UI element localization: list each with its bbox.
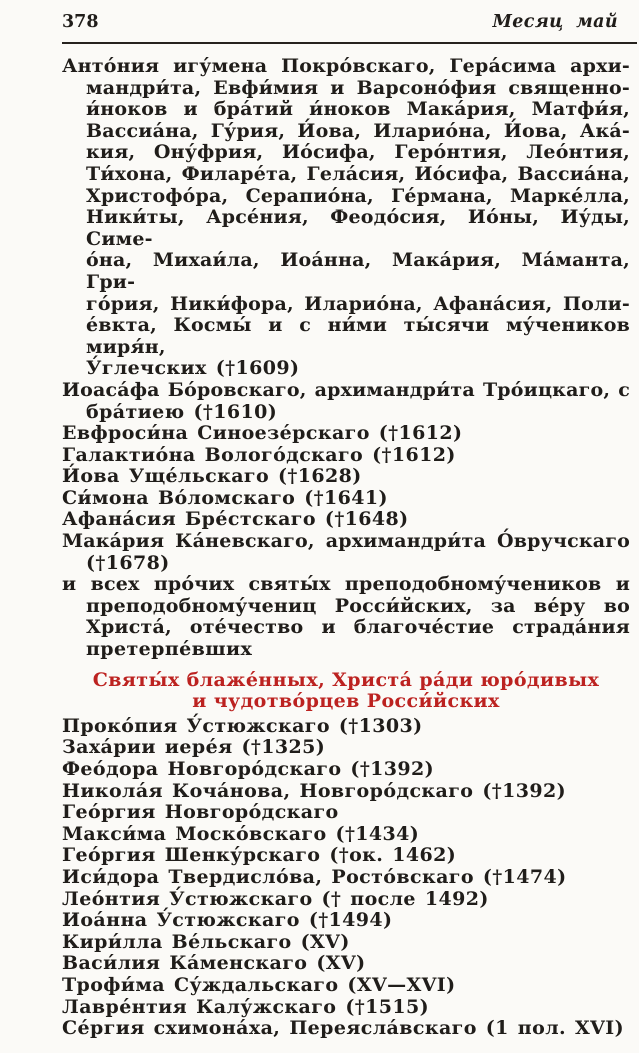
entry-line: (†1678) <box>86 551 170 574</box>
entry-line: Галактио́на Волого́дскаго (†1612) <box>62 443 456 466</box>
entry-line: Иоаса́фа Бо́ровскаго, архимандри́та Тро́ицкаго, с <box>62 378 630 401</box>
saint-entry <box>62 531 630 574</box>
page-header <box>62 12 618 32</box>
entry-line: Гео́ргия Шенку́рскаго (†ок. 1462) <box>62 844 457 867</box>
entry-line: и всех про́чих святы́х преподобному́чеников и <box>62 573 630 596</box>
entry-line: бра́тиею (†1610) <box>86 400 278 423</box>
entry-line: Макси́ма Моско́вскаго (†1434) <box>62 822 420 845</box>
section-heading <box>62 670 630 713</box>
saint-entry <box>62 975 630 997</box>
saint-entry <box>62 802 630 824</box>
entry-line: Христофо́ра, Серапио́на, Ге́рмана, Марке́лла, <box>86 184 630 207</box>
running-title: Месяц май <box>492 12 618 32</box>
entry-line: Трофи́ма Су́ждальскаго (XV—XVI) <box>62 973 456 996</box>
entry-line: о́на, Михаи́ла, Иоа́нна, Мака́рия, Ма́манта, Гри- <box>86 249 630 293</box>
entry-line: И́ова Уще́льскаго (†1628) <box>62 465 362 488</box>
entries-before-heading <box>62 56 630 661</box>
saint-entry <box>62 889 630 911</box>
entry-line: го́рия, Ники́фора, Иларио́на, Афана́сия, Поли- <box>86 292 630 315</box>
saint-entry <box>62 574 630 660</box>
entry-line: Никола́я Коча́нова, Новгоро́дскаго (†1392) <box>62 779 566 802</box>
saint-entry <box>62 509 630 531</box>
saint-entry <box>62 423 630 445</box>
entry-line: преподобному́чениц Росси́йских, за ве́ру во <box>86 594 630 617</box>
saint-entry <box>62 845 630 867</box>
entry-line: Фео́дора Новгоро́дскаго (†1392) <box>62 758 435 780</box>
saint-entry <box>62 737 630 759</box>
entry-line: Кири́лла Ве́льскаго (XV) <box>62 930 350 953</box>
entry-line: Мака́рия Ка́невскаго, архимандри́та О́вручскаго <box>62 530 630 553</box>
header-rule <box>62 42 637 44</box>
entry-line: Христа́, оте́чество и благоче́стие страда́ния <box>86 616 630 639</box>
section-heading-line: Святы́х блаже́нных, Христа́ ра́ди юро́дивых <box>92 668 600 691</box>
entry-line: кия, Ону́фрия, Ио́сифа, Геро́нтия, Лео́нтия, <box>86 141 630 164</box>
entry-line: мандри́та, Евфи́мия и Варсоно́фия священно- <box>86 76 630 99</box>
saint-entry <box>62 1018 630 1040</box>
entry-line: Афана́сия Бре́стскаго (†1648) <box>62 508 409 531</box>
saint-entry <box>62 932 630 954</box>
entry-line: Си́мона Во́ломскаго (†1641) <box>62 486 388 509</box>
entry-line: Иси́дора Твердисло́ва, Росто́вскаго (†1474) <box>62 865 567 888</box>
entry-line: Гео́ргия Новгоро́дскаго <box>62 801 339 824</box>
saint-entry <box>62 759 630 781</box>
entry-line: Лео́нтия У́стюжскаго († после 1492) <box>62 887 489 910</box>
entry-line: и́ноков и бра́тий и́ноков Мака́рия, Матфи́я, <box>86 98 630 121</box>
page-number: 378 <box>62 12 99 32</box>
saint-entry <box>62 953 630 975</box>
entry-line: Проко́пия У́стюжскаго (†1303) <box>62 714 423 737</box>
saint-entry <box>62 910 630 932</box>
section-heading-line: и чудотво́рцев Росси́йских <box>192 690 500 713</box>
saint-entry <box>62 380 630 423</box>
saint-entry <box>62 445 630 467</box>
entry-line: Вассиа́на, Гу́рия, И́ова, Иларио́на, И́ова, Ака́- <box>86 119 630 142</box>
saint-entry <box>62 997 630 1019</box>
entry-line: Ники́ты, Арсе́ния, Феодо́сия, Ио́ны, Иу́ды, Симе- <box>86 206 630 250</box>
entry-line: претерпе́вших <box>86 638 253 661</box>
saint-entry <box>62 488 630 510</box>
entry-line: Се́ргия схимона́ха, Переясла́вскаго (1 пол. XVI) <box>62 1017 624 1040</box>
entry-line: Евфроси́на Синоезе́рскаго (†1612) <box>62 422 463 445</box>
saints-text <box>62 56 630 1040</box>
entry-line: Иоа́нна У́стюжскаго (†1494) <box>62 909 393 932</box>
saint-entry <box>62 824 630 846</box>
saint-entry <box>62 716 630 738</box>
entry-line: Заха́рии иере́я (†1325) <box>62 736 326 759</box>
entries-after-heading <box>62 716 630 1040</box>
entry-line: е́вкта, Космы́ и с ни́ми ты́сячи му́чеников миря́н, <box>86 314 630 358</box>
entry-line: Анто́ния игу́мена Покро́вскаго, Гера́сима архи- <box>62 55 630 77</box>
entry-line: У́глечских (†1609) <box>86 357 300 380</box>
saint-entry <box>62 466 630 488</box>
saint-entry <box>62 867 630 889</box>
entry-line: Ти́хона, Филаре́та, Гела́сия, Ио́сифа, Вассиа́на, <box>86 162 630 185</box>
saint-entry <box>62 56 630 380</box>
entry-line: Лавре́нтия Калу́жскаго (†1515) <box>62 995 429 1018</box>
entry-line: Васи́лия Ка́менскаго (XV) <box>62 952 366 975</box>
saint-entry <box>62 781 630 803</box>
